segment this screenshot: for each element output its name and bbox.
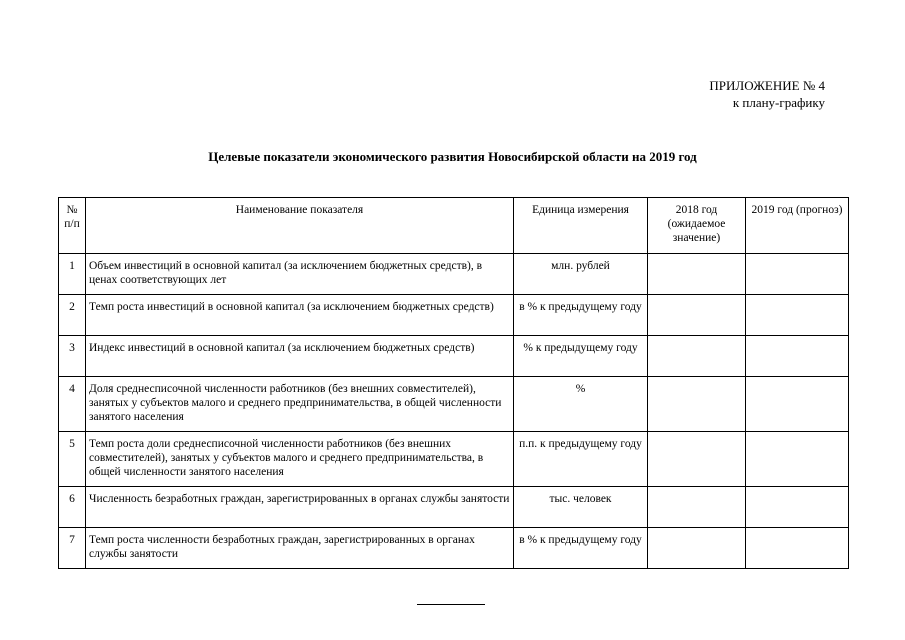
unit-of-measure: в % к предыдущему году	[514, 295, 648, 336]
indicator-name: Темп роста инвестиций в основной капитал (за исключением бюджетных средств)	[86, 295, 514, 336]
row-number: 6	[59, 487, 86, 528]
row-number: 7	[59, 528, 86, 569]
header-2019: 2019 год (прогноз)	[746, 198, 849, 254]
value-2018	[648, 254, 746, 295]
unit-of-measure: п.п. к предыдущему году	[514, 432, 648, 487]
unit-of-measure: % к предыдущему году	[514, 336, 648, 377]
value-2018	[648, 432, 746, 487]
value-2018	[648, 377, 746, 432]
value-2018	[648, 295, 746, 336]
indicators-table	[58, 197, 849, 569]
indicator-name: Темп роста численности безработных граждан, зарегистрированных в органах службы занятости	[86, 528, 514, 569]
row-number: 5	[59, 432, 86, 487]
indicator-name: Численность безработных граждан, зарегистрированных в органах службы занятости	[86, 487, 514, 528]
appendix-reference: к плану-графику	[732, 95, 825, 110]
value-2019	[746, 528, 849, 569]
document-title: Целевые показатели экономического развития Новосибирской области на 2019 год	[208, 149, 697, 164]
indicator-name: Темп роста доли среднесписочной численности работников (без внешних совместителей), занятых у субъектов малого и среднего предпринимательства, в общей численности занятого населения	[86, 432, 514, 487]
unit-of-measure: в % к предыдущему году	[514, 528, 648, 569]
value-2019	[746, 432, 849, 487]
value-2018	[648, 336, 746, 377]
value-2019	[746, 487, 849, 528]
table-row	[59, 336, 849, 377]
unit-of-measure: тыс. человек	[514, 487, 648, 528]
value-2019	[746, 254, 849, 295]
header-unit: Единица измерения	[514, 198, 648, 254]
table-row	[59, 432, 849, 487]
value-2019	[746, 377, 849, 432]
footer-divider	[417, 604, 485, 605]
unit-of-measure: %	[514, 377, 648, 432]
value-2019	[746, 295, 849, 336]
table-row	[59, 528, 849, 569]
appendix-header	[709, 77, 825, 111]
header-num: № п/п	[59, 198, 86, 254]
table-header-row	[59, 198, 849, 254]
appendix-number: ПРИЛОЖЕНИЕ № 4	[709, 78, 825, 93]
header-2018: 2018 год (ожидаемое значение)	[648, 198, 746, 254]
value-2019	[746, 336, 849, 377]
indicator-name: Объем инвестиций в основной капитал (за исключением бюджетных средств), в ценах соответствующих лет	[86, 254, 514, 295]
indicator-name: Индекс инвестиций в основной капитал (за исключением бюджетных средств)	[86, 336, 514, 377]
unit-of-measure: млн. рублей	[514, 254, 648, 295]
value-2018	[648, 487, 746, 528]
table-row	[59, 377, 849, 432]
row-number: 3	[59, 336, 86, 377]
table-row	[59, 254, 849, 295]
table-row	[59, 487, 849, 528]
value-2018	[648, 528, 746, 569]
header-name: Наименование показателя	[86, 198, 514, 254]
indicator-name: Доля среднесписочной численности работников (без внешних совместителей), занятых у субъектов малого и среднего предпринимательства, в общей численности занятого населения	[86, 377, 514, 432]
table-row	[59, 295, 849, 336]
row-number: 4	[59, 377, 86, 432]
row-number: 2	[59, 295, 86, 336]
row-number: 1	[59, 254, 86, 295]
